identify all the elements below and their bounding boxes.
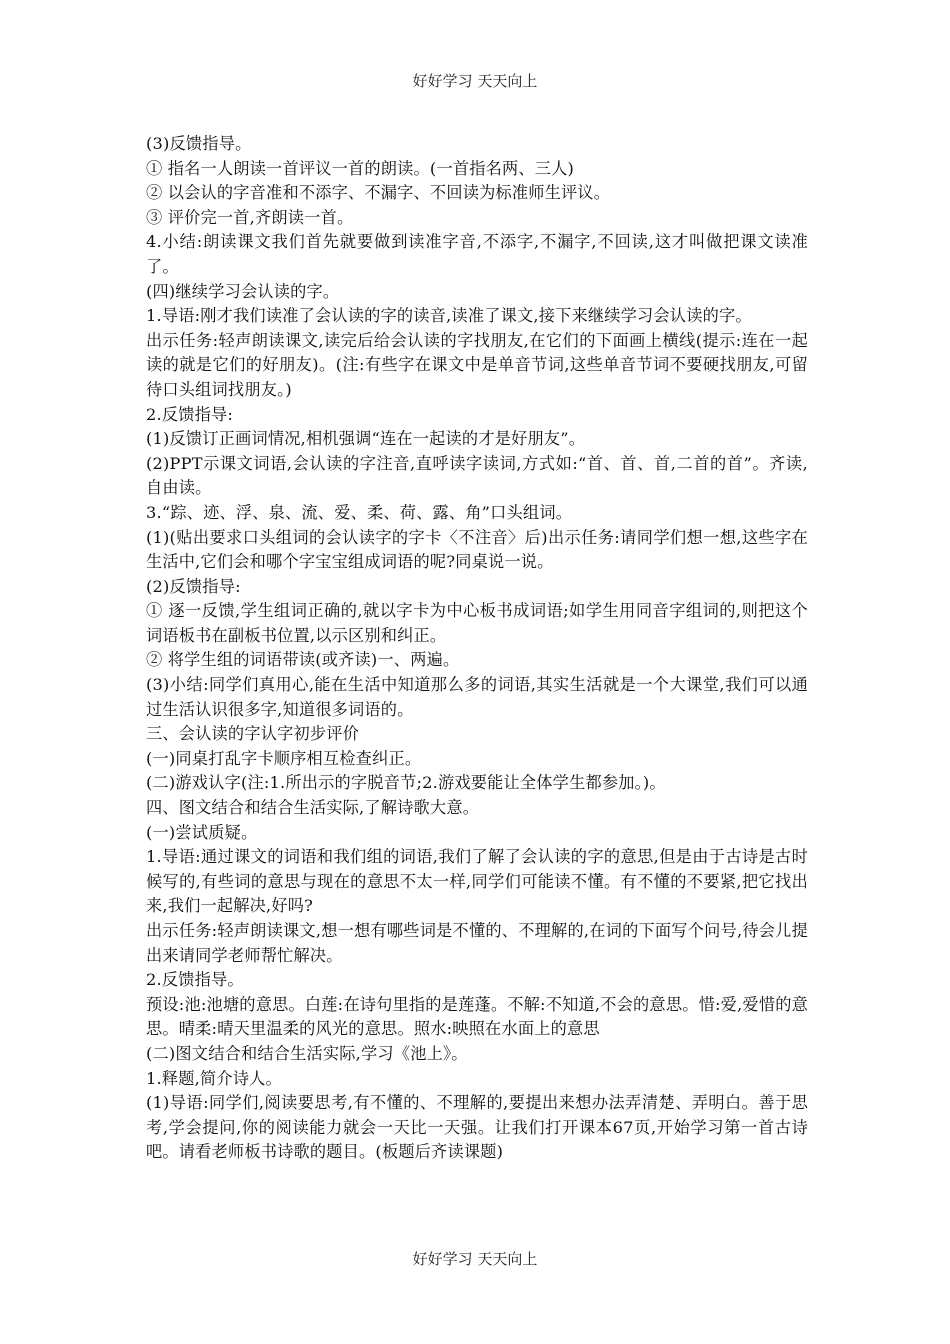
paragraph: ② 将学生组的词语带读(或齐读)一、两遍。	[146, 650, 460, 670]
page-footer: 好好学习 天天向上	[412, 1250, 538, 1268]
paragraph: 3.“踪、迹、浮、泉、流、爱、柔、荷、露、角”口头组词。	[146, 502, 573, 522]
paragraph: (二)图文结合和结合生活实际,学习《池上》。	[146, 1043, 468, 1063]
paragraph: 1.导语:通过课文的词语和我们组的词语,我们了解了会认读的字的意思,但是由于古诗是古时候写的,有些词的意思与现在的意思不太一样,同学们可能读不懂。有不懂的不要紧,把它找出来,我们一起解决,好吗?	[146, 847, 808, 916]
paragraph: 预设:池:池塘的意思。白莲:在诗句里指的是莲蓬。不解:不知道,不会的意思。惜:爱,爱惜的意思。晴柔:晴天里温柔的风光的意思。照水:映照在水面上的意思	[146, 994, 808, 1039]
paragraph: 2.反馈指导:	[146, 404, 234, 424]
paragraph: (1)(贴出要求口头组词的会认读字的字卡〈不注音〉后)出示任务:请同学们想一想,这些字在生活中,它们会和哪个字宝宝组成词语的呢?同桌说一说。	[146, 527, 808, 572]
paragraph: (1)反馈订正画词情况,相机强调“连在一起读的才是好朋友”。	[146, 429, 586, 449]
paragraph: (2)PPT示课文词语,会认读的字注音,直呼读字读词,方式如:“首、首、首,二首的首”。齐读,自由读。	[146, 453, 808, 498]
section-heading: 四、图文结合和结合生活实际,了解诗歌大意。	[146, 798, 480, 818]
paragraph: ① 逐一反馈,学生组词正确的,就以字卡为中心板书成词语;如学生用同音字组词的,则把这个词语板书在副板书位置,以示区别和纠正。	[146, 601, 808, 645]
paragraph: 1.导语:刚才我们读准了会认读的字的读音,读准了课文,接下来继续学习会认读的字。	[146, 306, 752, 326]
paragraph: (2)反馈指导:	[146, 576, 241, 596]
paragraph: (一)同桌打乱字卡顺序相互检查纠正。	[146, 748, 422, 768]
paragraph: (四)继续学习会认读的字。	[146, 281, 340, 301]
paragraph: (3)小结:同学们真用心,能在生活中知道那么多的词语,其实生活就是一个大课堂,我们可以通过生活认识很多字,知道很多词语的。	[146, 675, 808, 719]
section-heading: 三、会认读的字认字初步评价	[146, 724, 360, 744]
document-body	[146, 132, 808, 1165]
paragraph: 4.小结:朗读课文我们首先就要做到读准字音,不添字,不漏字,不回读,这才叫做把课文读准了。	[146, 232, 808, 276]
paragraph: 出示任务:轻声朗读课文,读完后给会认读的字找朋友,在它们的下面画上横线(提示:连在一起读的就是它们的好朋友)。(注:有些字在课文中是单音节词,这些单音节词不要硬找朋友,可留待口头组词找朋友。)	[146, 330, 808, 399]
paragraph: 2.反馈指导。	[146, 970, 244, 990]
paragraph: (1)导语:同学们,阅读要思考,有不懂的、不理解的,要提出来想办法弄清楚、弄明白。善于思考,学会提问,你的阅读能力就会一天比一天强。让我们打开课本67页,开始学习第一首古诗吧。请看老师板书诗歌的题目。(板题后齐读课题)	[146, 1093, 808, 1162]
page-header: 好好学习 天天向上	[412, 72, 538, 90]
paragraph: 1.释题,简介诗人。	[146, 1068, 282, 1088]
paragraph: (一)尝试质疑。	[146, 822, 258, 842]
paragraph: (二)游戏认字(注:1.所出示的字脱音节;2.游戏要能让全体学生都参加。)。	[146, 773, 666, 793]
paragraph: ② 以会认的字音准和不添字、不漏字、不回读为标准师生评议。	[146, 183, 611, 203]
paragraph: 出示任务:轻声朗读课文,想一想有哪些词是不懂的、不理解的,在词的下面写个问号,待会儿提出来请同学老师帮忙解决。	[146, 921, 808, 965]
paragraph: ① 指名一人朗读一首评议一首的朗读。(一首指名两、三人)	[146, 158, 575, 178]
paragraph: ③ 评价完一首,齐朗读一首。	[146, 207, 354, 227]
paragraph: (3)反馈指导。	[146, 134, 252, 153]
